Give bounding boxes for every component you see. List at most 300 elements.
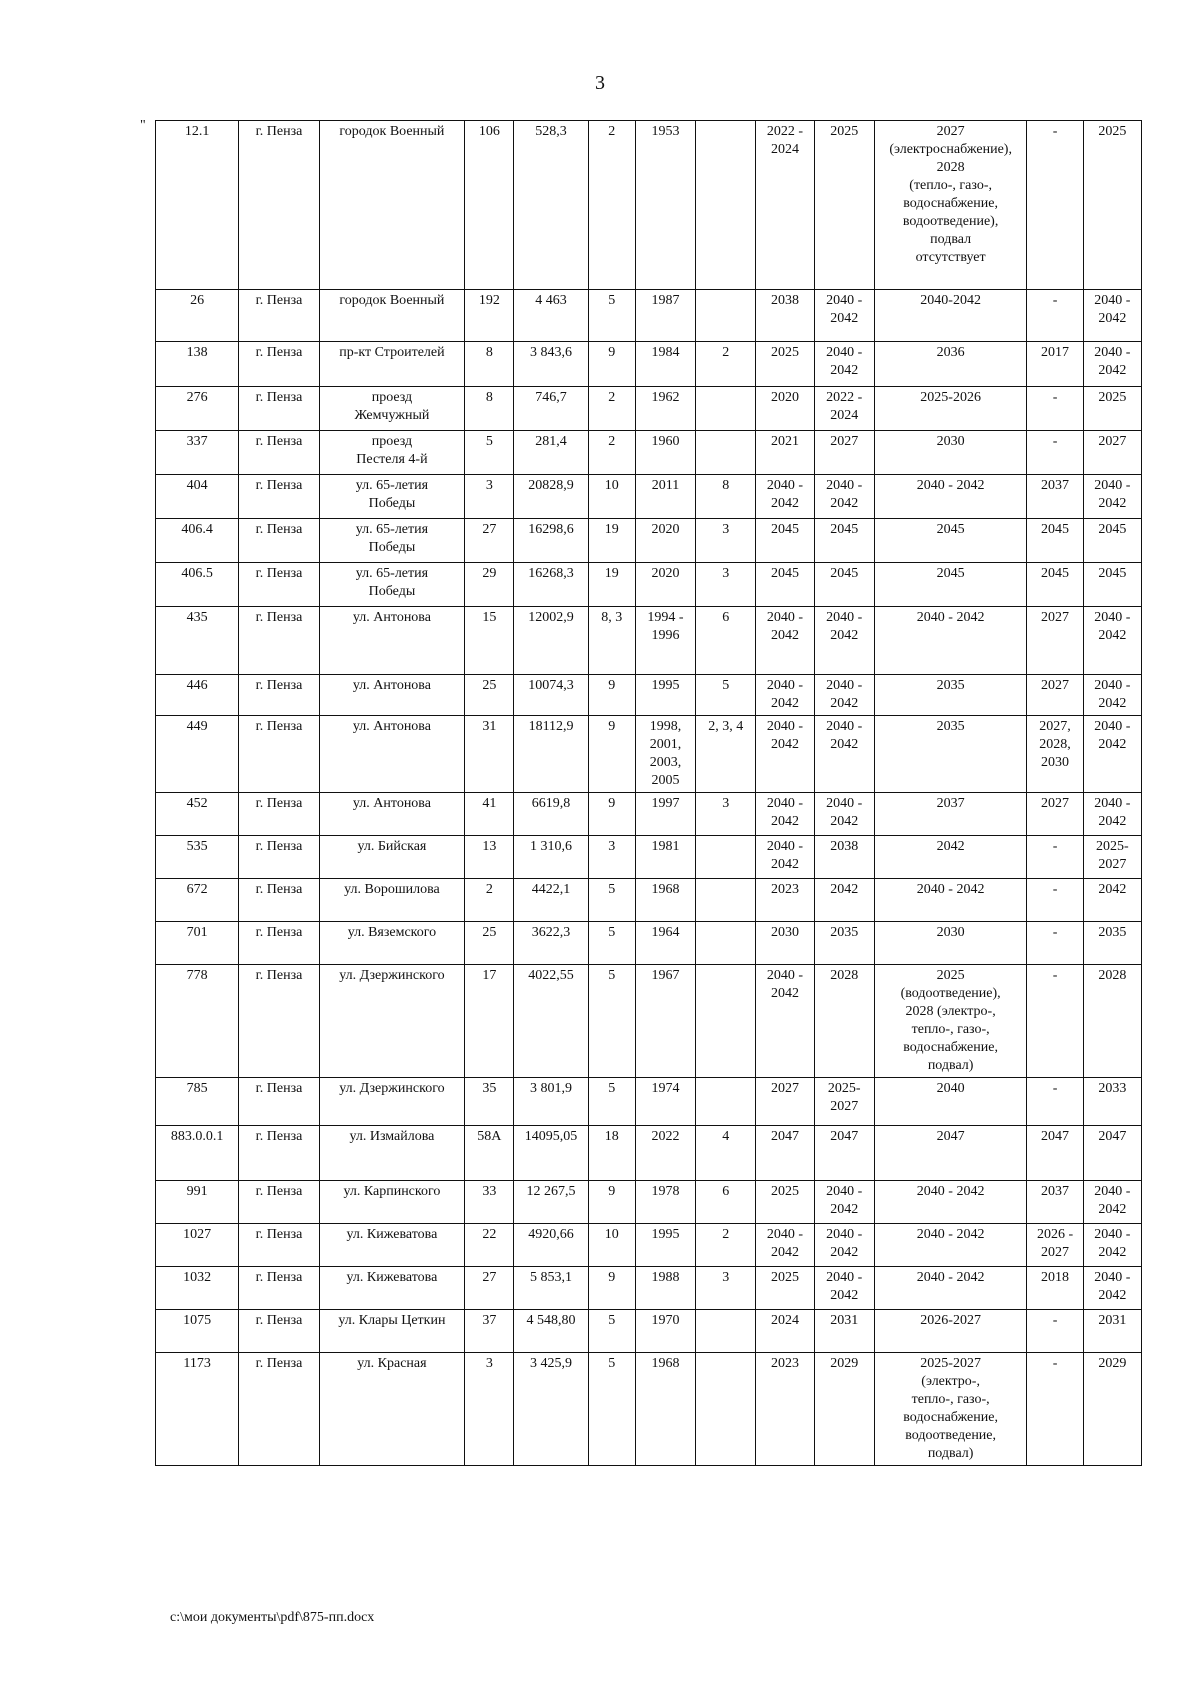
- cell-street: ул. Антонова: [319, 793, 465, 836]
- table-row: [156, 519, 1142, 563]
- cell-date-b: 2040 - 2042: [814, 475, 874, 519]
- cell-street: городок Военный: [319, 121, 465, 290]
- cell-date-c: 2036: [874, 342, 1027, 387]
- cell-section: 2: [696, 342, 756, 387]
- cell-date-a: 2040 - 2042: [756, 793, 814, 836]
- cell-street: ул. 65-летия Победы: [319, 519, 465, 563]
- cell-floors: 5: [588, 965, 635, 1078]
- cell-floors: 5: [588, 1353, 635, 1466]
- table-row: [156, 342, 1142, 387]
- cell-date-a: 2025: [756, 1181, 814, 1224]
- cell-date-e: 2045: [1083, 519, 1141, 563]
- cell-year-built: 1995: [635, 1224, 695, 1267]
- cell-area: 4 463: [514, 290, 588, 342]
- cell-date-a: 2020: [756, 387, 814, 431]
- cell-date-b: 2045: [814, 563, 874, 607]
- cell-date-e: 2040 - 2042: [1083, 290, 1141, 342]
- cell-section: [696, 1310, 756, 1353]
- cell-date-e: 2025: [1083, 387, 1141, 431]
- cell-section: [696, 965, 756, 1078]
- cell-area: 1 310,6: [514, 836, 588, 879]
- cell-date-b: 2027: [814, 431, 874, 475]
- cell-building-id: 672: [156, 879, 239, 922]
- cell-date-d: 2037: [1027, 475, 1083, 519]
- cell-city: г. Пенза: [239, 922, 319, 965]
- cell-year-built: 1968: [635, 879, 695, 922]
- cell-date-e: 2040 - 2042: [1083, 1181, 1141, 1224]
- cell-date-e: 2027: [1083, 431, 1141, 475]
- cell-house-number: 41: [465, 793, 514, 836]
- cell-house-number: 2: [465, 879, 514, 922]
- cell-city: г. Пенза: [239, 607, 319, 675]
- cell-city: г. Пенза: [239, 879, 319, 922]
- cell-date-a: 2040 - 2042: [756, 675, 814, 716]
- cell-date-c: 2040 - 2042: [874, 1267, 1027, 1310]
- cell-area: 3622,3: [514, 922, 588, 965]
- cell-date-d: -: [1027, 387, 1083, 431]
- cell-date-e: 2040 - 2042: [1083, 342, 1141, 387]
- cell-street: проезд Пестеля 4-й: [319, 431, 465, 475]
- cell-section: 2: [696, 1224, 756, 1267]
- cell-year-built: 1960: [635, 431, 695, 475]
- cell-section: [696, 387, 756, 431]
- continuation-quote-mark: ": [140, 118, 146, 133]
- cell-year-built: 1978: [635, 1181, 695, 1224]
- cell-date-a: 2038: [756, 290, 814, 342]
- cell-building-id: 406.5: [156, 563, 239, 607]
- cell-year-built: 1962: [635, 387, 695, 431]
- cell-street: ул. Антонова: [319, 675, 465, 716]
- cell-year-built: 1997: [635, 793, 695, 836]
- cell-date-d: 2045: [1027, 563, 1083, 607]
- table-row: [156, 1224, 1142, 1267]
- cell-date-e: 2031: [1083, 1310, 1141, 1353]
- cell-date-b: 2040 - 2042: [814, 342, 874, 387]
- table-row: [156, 922, 1142, 965]
- cell-date-a: 2027: [756, 1078, 814, 1126]
- cell-date-a: 2040 - 2042: [756, 1224, 814, 1267]
- cell-year-built: 1987: [635, 290, 695, 342]
- cell-year-built: 1974: [635, 1078, 695, 1126]
- table-row: [156, 1267, 1142, 1310]
- table-row: [156, 1126, 1142, 1181]
- cell-date-a: 2023: [756, 879, 814, 922]
- cell-section: 3: [696, 563, 756, 607]
- cell-street: ул. Клары Цеткин: [319, 1310, 465, 1353]
- cell-date-a: 2045: [756, 563, 814, 607]
- cell-date-e: 2040 - 2042: [1083, 607, 1141, 675]
- cell-section: 2, 3, 4: [696, 716, 756, 793]
- cell-date-c: 2040 - 2042: [874, 475, 1027, 519]
- footer-file-path: c:\мои документы\pdf\875-пп.docx: [170, 1610, 375, 1625]
- cell-date-e: 2040 - 2042: [1083, 1267, 1141, 1310]
- cell-house-number: 25: [465, 922, 514, 965]
- cell-date-b: 2038: [814, 836, 874, 879]
- cell-year-built: 1967: [635, 965, 695, 1078]
- cell-date-c: 2045: [874, 563, 1027, 607]
- cell-section: [696, 922, 756, 965]
- cell-city: г. Пенза: [239, 793, 319, 836]
- cell-year-built: 2020: [635, 519, 695, 563]
- table-row: [156, 716, 1142, 793]
- cell-date-a: 2025: [756, 342, 814, 387]
- cell-house-number: 25: [465, 675, 514, 716]
- cell-date-a: 2025: [756, 1267, 814, 1310]
- table-row: [156, 793, 1142, 836]
- cell-floors: 9: [588, 793, 635, 836]
- cell-city: г. Пенза: [239, 431, 319, 475]
- cell-floors: 19: [588, 519, 635, 563]
- cell-section: 6: [696, 607, 756, 675]
- cell-date-b: 2040 - 2042: [814, 290, 874, 342]
- cell-house-number: 29: [465, 563, 514, 607]
- cell-date-a: 2045: [756, 519, 814, 563]
- table-row: [156, 475, 1142, 519]
- cell-street: проезд Жемчужный: [319, 387, 465, 431]
- cell-date-b: 2040 - 2042: [814, 793, 874, 836]
- cell-date-c: 2040 - 2042: [874, 1181, 1027, 1224]
- cell-city: г. Пенза: [239, 387, 319, 431]
- cell-date-e: 2033: [1083, 1078, 1141, 1126]
- cell-area: 4920,66: [514, 1224, 588, 1267]
- cell-year-built: 1994 - 1996: [635, 607, 695, 675]
- cell-city: г. Пенза: [239, 519, 319, 563]
- table-row: [156, 1353, 1142, 1466]
- cell-date-d: 2027: [1027, 607, 1083, 675]
- cell-date-e: 2040 - 2042: [1083, 716, 1141, 793]
- cell-floors: 2: [588, 431, 635, 475]
- cell-date-d: -: [1027, 431, 1083, 475]
- cell-date-a: 2040 - 2042: [756, 965, 814, 1078]
- cell-floors: 3: [588, 836, 635, 879]
- cell-city: г. Пенза: [239, 716, 319, 793]
- cell-street: ул. Ворошилова: [319, 879, 465, 922]
- table-row: [156, 1310, 1142, 1353]
- cell-street: ул. Измайлова: [319, 1126, 465, 1181]
- cell-street: ул. 65-летия Победы: [319, 563, 465, 607]
- cell-building-id: 785: [156, 1078, 239, 1126]
- cell-date-c: 2025 (водоотведение), 2028 (электро-, тепло-, газо-, водоснабжение, подвал): [874, 965, 1027, 1078]
- cell-date-a: 2023: [756, 1353, 814, 1466]
- cell-date-e: 2040 - 2042: [1083, 793, 1141, 836]
- cell-date-d: 2027: [1027, 793, 1083, 836]
- cell-area: 281,4: [514, 431, 588, 475]
- cell-date-b: 2025: [814, 121, 874, 290]
- cell-area: 3 801,9: [514, 1078, 588, 1126]
- cell-year-built: 1953: [635, 121, 695, 290]
- cell-area: 16268,3: [514, 563, 588, 607]
- cell-area: 16298,6: [514, 519, 588, 563]
- cell-date-d: 2027: [1027, 675, 1083, 716]
- cell-building-id: 435: [156, 607, 239, 675]
- cell-house-number: 17: [465, 965, 514, 1078]
- cell-date-e: 2040 - 2042: [1083, 1224, 1141, 1267]
- cell-house-number: 8: [465, 342, 514, 387]
- cell-area: 528,3: [514, 121, 588, 290]
- cell-building-id: 406.4: [156, 519, 239, 563]
- cell-date-e: 2047: [1083, 1126, 1141, 1181]
- cell-city: г. Пенза: [239, 675, 319, 716]
- cell-house-number: 192: [465, 290, 514, 342]
- cell-section: 3: [696, 1267, 756, 1310]
- cell-city: г. Пенза: [239, 1078, 319, 1126]
- cell-date-d: 2017: [1027, 342, 1083, 387]
- cell-date-c: 2030: [874, 922, 1027, 965]
- table-row: [156, 879, 1142, 922]
- cell-date-b: 2029: [814, 1353, 874, 1466]
- cell-street: ул. Дзержинского: [319, 1078, 465, 1126]
- cell-area: 12 267,5: [514, 1181, 588, 1224]
- cell-section: [696, 1353, 756, 1466]
- cell-date-a: 2024: [756, 1310, 814, 1353]
- cell-area: 4 548,80: [514, 1310, 588, 1353]
- cell-year-built: 1968: [635, 1353, 695, 1466]
- cell-street: ул. 65-летия Победы: [319, 475, 465, 519]
- cell-city: г. Пенза: [239, 836, 319, 879]
- cell-building-id: 404: [156, 475, 239, 519]
- cell-house-number: 37: [465, 1310, 514, 1353]
- cell-building-id: 991: [156, 1181, 239, 1224]
- cell-street: городок Военный: [319, 290, 465, 342]
- cell-house-number: 15: [465, 607, 514, 675]
- cell-date-d: 2045: [1027, 519, 1083, 563]
- cell-year-built: 1984: [635, 342, 695, 387]
- cell-section: 6: [696, 1181, 756, 1224]
- cell-date-e: 2025- 2027: [1083, 836, 1141, 879]
- cell-date-c: 2027 (электроснабжение), 2028 (тепло-, газо-, водоснабжение, водоотведение), подвал отсутствует: [874, 121, 1027, 290]
- cell-house-number: 3: [465, 475, 514, 519]
- cell-date-b: 2028: [814, 965, 874, 1078]
- cell-floors: 9: [588, 342, 635, 387]
- cell-city: г. Пенза: [239, 1267, 319, 1310]
- table-row: [156, 836, 1142, 879]
- cell-city: г. Пенза: [239, 475, 319, 519]
- cell-building-id: 138: [156, 342, 239, 387]
- cell-house-number: 3: [465, 1353, 514, 1466]
- cell-street: ул. Вяземского: [319, 922, 465, 965]
- cell-date-c: 2035: [874, 675, 1027, 716]
- cell-date-c: 2037: [874, 793, 1027, 836]
- cell-date-c: 2025-2027 (электро-, тепло-, газо-, водоснабжение, водоотведение, подвал): [874, 1353, 1027, 1466]
- cell-year-built: 2011: [635, 475, 695, 519]
- cell-date-d: 2037: [1027, 1181, 1083, 1224]
- cell-building-id: 778: [156, 965, 239, 1078]
- cell-year-built: 2020: [635, 563, 695, 607]
- cell-section: 3: [696, 519, 756, 563]
- cell-house-number: 22: [465, 1224, 514, 1267]
- cell-date-a: 2040 - 2042: [756, 475, 814, 519]
- cell-floors: 5: [588, 290, 635, 342]
- cell-date-c: 2040 - 2042: [874, 607, 1027, 675]
- cell-date-c: 2047: [874, 1126, 1027, 1181]
- cell-date-e: 2040 - 2042: [1083, 675, 1141, 716]
- cell-house-number: 33: [465, 1181, 514, 1224]
- cell-city: г. Пенза: [239, 1353, 319, 1466]
- cell-floors: 2: [588, 387, 635, 431]
- cell-date-c: 2040 - 2042: [874, 1224, 1027, 1267]
- cell-floors: 2: [588, 121, 635, 290]
- cell-date-b: 2040 - 2042: [814, 716, 874, 793]
- cell-area: 6619,8: [514, 793, 588, 836]
- cell-date-d: -: [1027, 922, 1083, 965]
- cell-date-b: 2040 - 2042: [814, 1181, 874, 1224]
- table-row: [156, 431, 1142, 475]
- cell-house-number: 27: [465, 1267, 514, 1310]
- cell-date-d: 2047: [1027, 1126, 1083, 1181]
- cell-city: г. Пенза: [239, 1181, 319, 1224]
- cell-date-b: 2040 - 2042: [814, 1267, 874, 1310]
- cell-date-d: -: [1027, 965, 1083, 1078]
- table-body: [156, 121, 1142, 1466]
- cell-house-number: 35: [465, 1078, 514, 1126]
- cell-section: 4: [696, 1126, 756, 1181]
- table-row: [156, 387, 1142, 431]
- table-row: [156, 563, 1142, 607]
- cell-building-id: 535: [156, 836, 239, 879]
- cell-building-id: 337: [156, 431, 239, 475]
- cell-section: 5: [696, 675, 756, 716]
- cell-year-built: 1995: [635, 675, 695, 716]
- cell-date-d: -: [1027, 879, 1083, 922]
- cell-floors: 5: [588, 922, 635, 965]
- cell-house-number: 5: [465, 431, 514, 475]
- cell-area: 5 853,1: [514, 1267, 588, 1310]
- cell-area: 4422,1: [514, 879, 588, 922]
- cell-street: пр-кт Строителей: [319, 342, 465, 387]
- table-row: [156, 1078, 1142, 1126]
- cell-house-number: 58А: [465, 1126, 514, 1181]
- cell-date-c: 2040 - 2042: [874, 879, 1027, 922]
- cell-floors: 18: [588, 1126, 635, 1181]
- cell-date-a: 2040 - 2042: [756, 716, 814, 793]
- cell-area: 14095,05: [514, 1126, 588, 1181]
- cell-year-built: 1988: [635, 1267, 695, 1310]
- cell-floors: 10: [588, 1224, 635, 1267]
- cell-street: ул. Дзержинского: [319, 965, 465, 1078]
- cell-date-c: 2026-2027: [874, 1310, 1027, 1353]
- cell-area: 746,7: [514, 387, 588, 431]
- cell-building-id: 1173: [156, 1353, 239, 1466]
- cell-area: 20828,9: [514, 475, 588, 519]
- cell-floors: 10: [588, 475, 635, 519]
- cell-date-a: 2047: [756, 1126, 814, 1181]
- cell-date-e: 2042: [1083, 879, 1141, 922]
- cell-date-b: 2040 - 2042: [814, 675, 874, 716]
- cell-date-e: 2045: [1083, 563, 1141, 607]
- cell-area: 18112,9: [514, 716, 588, 793]
- cell-floors: 5: [588, 879, 635, 922]
- cell-city: г. Пенза: [239, 290, 319, 342]
- cell-city: г. Пенза: [239, 965, 319, 1078]
- cell-house-number: 106: [465, 121, 514, 290]
- cell-floors: 9: [588, 675, 635, 716]
- cell-date-c: 2035: [874, 716, 1027, 793]
- cell-date-e: 2028: [1083, 965, 1141, 1078]
- cell-date-d: 2027, 2028, 2030: [1027, 716, 1083, 793]
- cell-floors: 8, 3: [588, 607, 635, 675]
- cell-street: ул. Кижеватова: [319, 1224, 465, 1267]
- table-row: [156, 607, 1142, 675]
- cell-floors: 9: [588, 1267, 635, 1310]
- cell-street: ул. Карпинского: [319, 1181, 465, 1224]
- cell-street: ул. Красная: [319, 1353, 465, 1466]
- table-row: [156, 1181, 1142, 1224]
- cell-building-id: 452: [156, 793, 239, 836]
- table-row: [156, 121, 1142, 290]
- cell-building-id: 446: [156, 675, 239, 716]
- cell-city: г. Пенза: [239, 121, 319, 290]
- cell-section: 3: [696, 793, 756, 836]
- cell-date-c: 2040-2042: [874, 290, 1027, 342]
- cell-date-d: 2018: [1027, 1267, 1083, 1310]
- cell-section: [696, 290, 756, 342]
- table-row: [156, 290, 1142, 342]
- table-row: [156, 675, 1142, 716]
- cell-date-b: 2045: [814, 519, 874, 563]
- cell-city: г. Пенза: [239, 563, 319, 607]
- cell-section: [696, 431, 756, 475]
- cell-building-id: 701: [156, 922, 239, 965]
- cell-date-d: -: [1027, 290, 1083, 342]
- cell-date-b: 2040 - 2042: [814, 607, 874, 675]
- cell-date-c: 2025-2026: [874, 387, 1027, 431]
- cell-floors: 9: [588, 716, 635, 793]
- cell-city: г. Пенза: [239, 1310, 319, 1353]
- page-number: 3: [595, 72, 605, 94]
- cell-date-c: 2042: [874, 836, 1027, 879]
- cell-date-b: 2047: [814, 1126, 874, 1181]
- cell-area: 10074,3: [514, 675, 588, 716]
- cell-house-number: 8: [465, 387, 514, 431]
- cell-year-built: 2022: [635, 1126, 695, 1181]
- cell-date-b: 2042: [814, 879, 874, 922]
- cell-building-id: 1075: [156, 1310, 239, 1353]
- cell-building-id: 1032: [156, 1267, 239, 1310]
- cell-house-number: 13: [465, 836, 514, 879]
- cell-building-id: 26: [156, 290, 239, 342]
- housing-repair-schedule-table: [155, 120, 1142, 1466]
- cell-street: ул. Бийская: [319, 836, 465, 879]
- cell-date-b: 2040 - 2042: [814, 1224, 874, 1267]
- cell-year-built: 1970: [635, 1310, 695, 1353]
- cell-year-built: 1964: [635, 922, 695, 965]
- cell-section: 8: [696, 475, 756, 519]
- cell-date-d: -: [1027, 121, 1083, 290]
- cell-house-number: 27: [465, 519, 514, 563]
- cell-date-b: 2035: [814, 922, 874, 965]
- cell-section: [696, 836, 756, 879]
- cell-year-built: 1998, 2001, 2003, 2005: [635, 716, 695, 793]
- cell-date-e: 2029: [1083, 1353, 1141, 1466]
- cell-date-c: 2045: [874, 519, 1027, 563]
- cell-floors: 5: [588, 1310, 635, 1353]
- cell-area: 4022,55: [514, 965, 588, 1078]
- cell-date-d: -: [1027, 1310, 1083, 1353]
- cell-house-number: 31: [465, 716, 514, 793]
- cell-date-e: 2035: [1083, 922, 1141, 965]
- cell-date-e: 2040 - 2042: [1083, 475, 1141, 519]
- cell-section: [696, 879, 756, 922]
- cell-building-id: 1027: [156, 1224, 239, 1267]
- cell-date-c: 2040: [874, 1078, 1027, 1126]
- cell-floors: 9: [588, 1181, 635, 1224]
- cell-year-built: 1981: [635, 836, 695, 879]
- cell-street: ул. Кижеватова: [319, 1267, 465, 1310]
- cell-date-a: 2021: [756, 431, 814, 475]
- cell-date-d: -: [1027, 1353, 1083, 1466]
- cell-date-a: 2022 - 2024: [756, 121, 814, 290]
- cell-date-b: 2022 - 2024: [814, 387, 874, 431]
